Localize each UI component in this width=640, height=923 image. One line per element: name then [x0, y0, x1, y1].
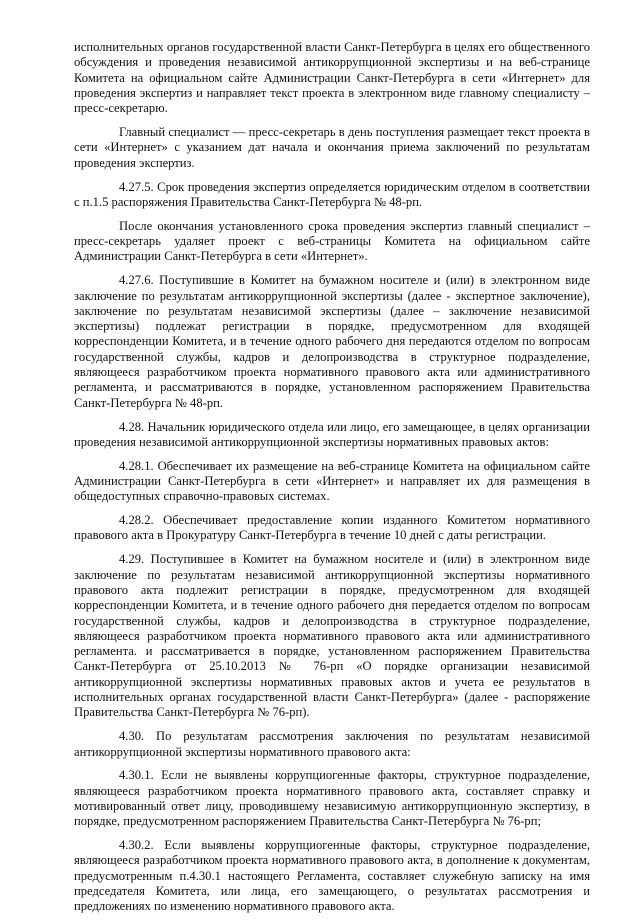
paragraph-4-28-2: 4.28.2. Обеспечивает предоставление копии изданного Комитетом нормативного правового акта в Прокуратуру Санкт-Петербурга в течение 10 дней с даты регистрации. [74, 513, 590, 543]
paragraph-4-30-1: 4.30.1. Если не выявлены коррупциогенные факторы, структурное подразделение, являющееся разработчиком проекта нормативного правового акта, составляет справку и мотивированный ответ лицу, проводившему независимую антикоррупционную экспертизу, в порядке, предусмотренном распоряжением Правительства Санкт-Петербурга № 76-рп; [74, 768, 590, 829]
paragraph-4-27-5: 4.27.5. Срок проведения экспертиз определяется юридическим отделом в соответствии с п.1.5 распоряжения Правительства Санкт-Петербурга № 48-рп. [74, 179, 590, 209]
paragraph-press-secretary: Главный специалист — пресс-секретарь в день поступления размещает текст проекта в сети «Интернет» с указанием дат начала и окончания приема заключений по результатам проведения экспертиз. [74, 125, 590, 170]
paragraph-4-28-1: 4.28.1. Обеспечивает их размещение на веб-странице Комитета на официальном сайте Администрации Санкт-Петербурга в сети «Интернет» и направляет их для размещения в общедоступных справочно-правовых системах. [74, 458, 590, 504]
paragraph-4-28: 4.28. Начальник юридического отдела или лицо, его замещающее, в целях организации проведения независимой антикоррупционной экспертизы нормативных правовых актов: [74, 419, 590, 449]
paragraph-4-30: 4.30. По результатам рассмотрения заключения по результатам независимой антикоррупционной экспертизы нормативного правового акта: [74, 729, 590, 759]
document-body [74, 40, 590, 923]
paragraph-continuation: исполнительных органов государственной власти Санкт-Петербурга в целях его общественного обсуждения и проведения независимой антикоррупционной экспертизы и на веб-странице Комитета на официальном сайте Администрации Санкт-Петербурга в сети «Интернет» для проведения экспертиз и направляет текст проекта в электронном виде главному специалисту – пресс-секретарю. [74, 40, 590, 116]
paragraph-4-27-6: 4.27.6. Поступившие в Комитет на бумажном носителе и (или) в электронном виде заключение по результатам антикоррупционной экспертизы (далее - экспертное заключение), заключение по результатам независимой экспертизы (далее – заключение независимой экспертизы) подлежат регистрации в порядке, предусмотренном для входящей корреспонденции Комитета, и в течение одного рабочего дня передаются отделом по вопросам государственной службы, кадров и делопроизводства в структурное подразделение, являющееся разработчиком проекта нормативного правового акта или административного регламента, и рассматриваются в порядке, установленном распоряжением Правительства Санкт-Петербурга № 48-рп. [74, 273, 590, 410]
paragraph-4-29: 4.29. Поступившее в Комитет на бумажном носителе и (или) в электронном виде заключение по результатам независимой антикоррупционной экспертизы нормативного правового акта подлежит регистрации в порядке, предусмотренном для входящей корреспонденции Комитета, и в течение одного рабочего дня передается отделом по вопросам государственной службы, кадров и делопроизводства в структурное подразделение, являющееся разработчиком проекта нормативного правового акта или административного регламента. и рассматривается в порядке, установленном распоряжением Правительства Санкт-Петербурга от 25.10.2013 № 76-рп «О порядке организации независимой антикоррупционной экспертизы нормативных правовых актов и учета ее результатов в исполнительных органах государственной власти Санкт-Петербурга» (далее - распоряжение Правительства Санкт-Петербурга № 76-рп). [74, 552, 590, 720]
paragraph-4-30-2: 4.30.2. Если выявлены коррупциогенные факторы, структурное подразделение, являющееся разработчиком проекта нормативного правового акта, в дополнение к документам, предусмотренным п.4.30.1 настоящего Регламента, составляет служебную записку на имя председателя Комитета, или лица, его замещающего, о результатах рассмотрения и предложениях по изменению нормативного правового акта. [74, 838, 590, 914]
paragraph-after-deadline: После окончания установленного срока проведения экспертиз главный специалист – пресс-секретарь удаляет проект с веб-страницы Комитета на официальном сайте Администрации Санкт-Петербурга в сети «Интернет». [74, 218, 590, 264]
